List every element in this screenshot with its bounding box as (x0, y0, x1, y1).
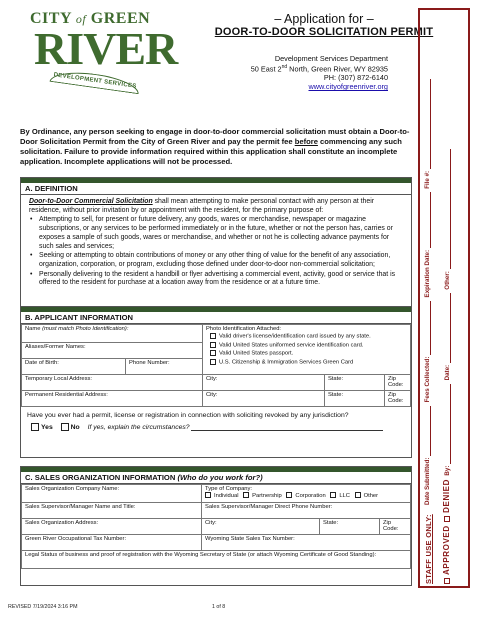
denied-label: DENIED (442, 479, 451, 513)
checkbox[interactable] (210, 342, 216, 348)
organization-table (21, 484, 411, 569)
checkbox[interactable] (243, 492, 249, 498)
type-option: Individual (213, 492, 239, 499)
photo-id-option[interactable]: Valid driver's license/identification card issued by any state. (210, 333, 407, 340)
organization-section (20, 466, 412, 586)
org-zip-field[interactable]: Zip Code: (379, 519, 410, 535)
definition-lead: shall mean attempting to make personal contact with any person at their residence, without prior invitation by or appointment with the resident, for the primary purpose of: (29, 198, 375, 214)
other-label: Other: (444, 271, 451, 290)
checkbox[interactable] (355, 492, 361, 498)
type-option: Corporation (295, 492, 326, 499)
department-contact (251, 54, 388, 91)
definition-item: • Attempting to sell, for present or future delivery, any goods, wares or merchandise, newspaper or magazine subscriptions, or any services to be performed immediately or in the future, whether or not the person has, carries or exposes a sample of such goods, wares or merchandise, and whether or not he is collecting advance payments for such sales and services; (29, 216, 403, 251)
no-checkbox[interactable] (61, 423, 69, 431)
staff-use-label: STAFF USE ONLY: (424, 514, 433, 584)
temp-zip-field[interactable]: Zip Code: (384, 375, 410, 391)
city-logo (30, 10, 178, 106)
dob-field[interactable]: Date of Birth: (22, 359, 126, 375)
type-option: Other (363, 492, 379, 499)
other-input[interactable] (445, 149, 451, 269)
logo-river-text: RIVER (34, 23, 178, 74)
temp-state-field[interactable]: State: (324, 375, 384, 391)
temp-city-field[interactable]: City: (202, 375, 324, 391)
fees-collected-input[interactable] (425, 301, 431, 355)
type-option: Partnership (252, 492, 282, 499)
revocation-question: Have you ever had a permit, license or registration in connection with soliciting revoked by any jurisdiction? (27, 412, 349, 419)
checkbox[interactable] (210, 359, 216, 365)
staff-use-row1 (424, 514, 433, 584)
fees-collected-label: Fees Collected: (424, 356, 431, 403)
explain-label: If yes, explain the circumstances? (87, 423, 190, 431)
explain-input[interactable] (191, 424, 383, 431)
expiration-date-label: Expiration Date: (424, 249, 431, 298)
definition-item: • Personally delivering to the resident a handbill or flyer advertising a commercial event, activity, good or service that is offered to the resident for purchase at a location away from the residence or at a future time. (29, 271, 403, 288)
revision-stamp: REVISED 7/19/2024 3:16 PM (8, 604, 78, 610)
temp-address-field[interactable]: Temporary Local Address: (22, 375, 203, 391)
logo-band-text: DEVELOPMENT SERVICES (49, 68, 140, 94)
website-link[interactable]: www.cityofgreenriver.org (308, 82, 388, 92)
aliases-field[interactable]: Aliases/Former Names: (22, 343, 203, 359)
photo-id-option[interactable]: Valid United States uniformed service identification card. (210, 342, 407, 349)
perm-city-field[interactable]: City: (202, 391, 324, 407)
wy-sales-tax-field[interactable]: Wyoming State Sales Tax Number: (201, 535, 410, 551)
revocation-answer (21, 421, 411, 435)
applicant-heading: B. APPLICANT INFORMATION (21, 312, 411, 324)
checkbox[interactable] (205, 492, 211, 498)
definition-term: Door-to-Door Commercial Solicitation (29, 198, 153, 205)
checkbox[interactable] (330, 492, 336, 498)
file-number-input[interactable] (425, 79, 431, 169)
org-state-field[interactable]: State: (319, 519, 379, 535)
file-number-label: File #: (424, 170, 431, 189)
applicant-section (20, 306, 412, 458)
company-type-label: Type of Company: (204, 486, 253, 492)
org-address-field[interactable]: Sales Organization Address: (22, 519, 202, 535)
phone-field[interactable]: Phone Number: (126, 359, 203, 375)
staff-use-row2 (442, 149, 451, 584)
by-input[interactable] (445, 384, 451, 464)
photo-id-option[interactable]: U.S. Citizenship & Immigration Services Green Card (210, 359, 407, 366)
no-label: No (70, 423, 80, 431)
date-label: Date: (444, 364, 451, 381)
title-line2: DOOR-TO-DOOR SOLICITATION PERMIT (214, 26, 434, 38)
by-label: By: (444, 465, 451, 476)
department-address: 50 East 2nd North, Green River, WY 82935 (250, 64, 388, 74)
definition-section (20, 177, 412, 313)
intro-paragraph: By Ordinance, any person seeking to engage in door-to-door commercial solicitation must obtain a Door-to-Door Solicitation Permit from the City of Green River and pay the permit fee before commencing any such solicitation. Failure to provide information required within this application shall constitute an incomplete application. Incomplete applications will not be processed. (20, 127, 410, 166)
staff-use-panel (418, 8, 470, 588)
legal-status-field[interactable]: Legal Status of business and proof of registration with the Wyoming Secretary of State (or attach Wyoming Certificate of Good Standing): (22, 551, 411, 569)
type-option: LLC (339, 492, 350, 499)
approved-label: APPROVED (442, 525, 451, 575)
applicant-table (21, 324, 411, 407)
title-line1: – Application for – (274, 12, 374, 26)
date-submitted-input[interactable] (425, 406, 431, 456)
company-type-field (201, 485, 410, 503)
logo-city-text: CITY of GREEN (30, 10, 151, 27)
occupational-tax-field[interactable]: Green River Occupational Tax Number: (22, 535, 202, 551)
checkbox[interactable] (210, 333, 216, 339)
definition-item: • Seeking or attempting to obtain contributions of money or any other thing of value for the benefit of any association, organization, corporation, or program, excluding those defined under door-to-door non-commercial solicitation; (29, 252, 403, 269)
checkbox[interactable] (210, 350, 216, 356)
org-city-field[interactable]: City: (201, 519, 319, 535)
department-name: Development Services Department (274, 54, 388, 63)
organization-heading: C. SALES ORGANIZATION INFORMATION (Who do you work for?) (21, 472, 411, 484)
approved-checkbox[interactable] (444, 578, 450, 584)
definition-body (21, 195, 411, 288)
supervisor-phone-field[interactable]: Sales Supervisor/Manager Direct Phone Number: (201, 503, 410, 519)
page-number: 1 of 8 (212, 604, 226, 610)
definition-list (29, 216, 403, 288)
photo-id-label: Photo Identification Attached: (205, 326, 282, 332)
checkbox[interactable] (286, 492, 292, 498)
department-phone: PH: (307) 872-6140 (323, 73, 388, 83)
date-input[interactable] (445, 293, 451, 363)
expiration-date-input[interactable] (425, 192, 431, 248)
denied-checkbox[interactable] (444, 516, 450, 522)
company-name-field[interactable]: Sales Organization Company Name: (22, 485, 202, 503)
yes-checkbox[interactable] (31, 423, 39, 431)
definition-heading: A. DEFINITION (21, 183, 411, 195)
date-submitted-label: Date Submitted: (424, 457, 431, 505)
company-type-options (205, 492, 407, 499)
perm-state-field[interactable]: State: (324, 391, 384, 407)
staff-use-row1b (424, 79, 431, 505)
photo-id-option[interactable]: Valid United States passport. (210, 350, 407, 357)
photo-id-field (202, 325, 410, 375)
yes-label: Yes (41, 423, 53, 431)
name-field[interactable]: Name (must match Photo Identification): (22, 325, 203, 343)
supervisor-field[interactable]: Sales Supervisor/Manager Name and Title: (22, 503, 202, 519)
perm-zip-field[interactable]: Zip Code: (384, 391, 410, 407)
perm-address-field[interactable]: Permanent Residential Address: (22, 391, 203, 407)
